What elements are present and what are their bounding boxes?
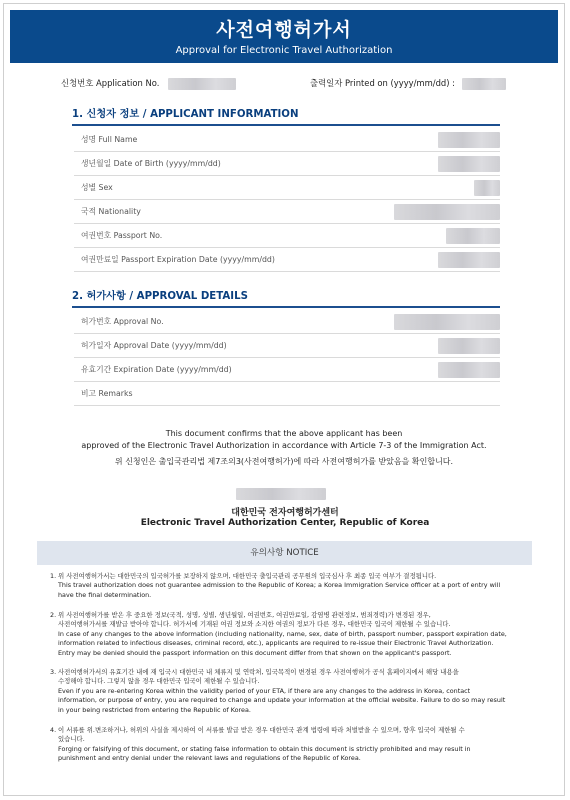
value-passport-expiration — [366, 248, 500, 272]
redacted-value — [394, 204, 500, 220]
notice-line: Forging or falsifying of this document, or stating false information to obtain this document is strictly prohibited and may result in — [58, 744, 471, 753]
notice-item — [50, 668, 520, 715]
approval-section-title: 2. 허가사항 / APPROVAL DETAILS — [72, 290, 500, 308]
field-full-name: 성명 Full Name — [74, 128, 366, 152]
value-nationality — [366, 200, 500, 224]
redacted-value — [474, 180, 500, 196]
notice-number: 1. — [50, 572, 57, 580]
field-remarks: 비고 Remarks — [74, 382, 366, 406]
redacted-value — [438, 252, 500, 268]
notice-line: information related to infectious diseases, criminal record, etc.), applicants are required to re-issue their Electronic Travel Authorization. — [58, 639, 494, 648]
notice-item — [50, 726, 520, 764]
redacted-value — [438, 156, 500, 172]
notice-number: 3. — [50, 668, 57, 676]
field-expiration-date: 유효기간 Expiration Date (yyyy/mm/dd) — [74, 358, 366, 382]
value-passport-no — [366, 224, 500, 248]
notice-line: This travel authorization does not guarantee admission to the Republic of Korea; a Korea Immigration Service officer at a port of entry will — [58, 581, 501, 590]
issuer-name-en: Electronic Travel Authorization Center, Republic of Korea — [140, 518, 430, 528]
confirmation-en-line2: approved of the Electronic Travel Authorization in accordance with Article 7-3 of the Immigration Act. — [81, 441, 487, 450]
notice-line: 이 서류를 위.변조하거나, 허위의 사실을 제시하여 이 서류를 발급 받은 경우 대한민국 관계 법령에 따라 처벌받을 수 있으며, 향후 입국이 제한될 수 — [58, 726, 465, 734]
notice-number: 2. — [50, 611, 57, 619]
application-number-label: 신청번호 Application No. — [61, 78, 160, 88]
notice-line: 위 사전여행허가서는 대한민국의 입국허가를 보장하지 않으며, 대한민국 출입국관리 공무원의 입국심사 후 최종 입국 여부가 결정됩니다. — [58, 572, 437, 580]
document-title-en: Approval for Electronic Travel Authorization — [175, 45, 393, 56]
notice-line: 사전여행허가서의 유효기간 내에 재 입국시 대한민국 내 체류지 및 연락처, 입국목적이 변경된 경우 사전여행허가 공식 홈페이지에서 해당 내용을 — [58, 668, 459, 676]
application-number-redacted — [168, 78, 236, 90]
issue-date-redacted — [236, 488, 326, 500]
field-passport-no: 여권번호 Passport No. — [74, 224, 366, 248]
field-passport-expiration: 여권만료일 Passport Expiration Date (yyyy/mm/dd) — [74, 248, 366, 272]
notice-header: 유의사항 NOTICE — [37, 541, 532, 565]
notice-line: Entry may be denied should the passport information on this document differ from that shown on the applicant's passport. — [58, 648, 452, 657]
notice-line: Even if you are re-entering Korea within the validity period of your ETA, if there are any changes to the address in Korea, contact — [58, 686, 471, 695]
redacted-value — [438, 362, 500, 378]
notice-line: In case of any changes to the above information (including nationality, name, sex, date of birth, passport number, passport expiration date, — [58, 629, 507, 638]
field-approval-no: 허가번호 Approval No. — [74, 310, 366, 334]
field-approval-date: 허가일자 Approval Date (yyyy/mm/dd) — [74, 334, 366, 358]
printed-date-row — [310, 77, 506, 90]
value-full-name — [366, 128, 500, 152]
value-date-of-birth — [366, 152, 500, 176]
notice-number: 4. — [50, 726, 57, 734]
notice-item — [50, 572, 520, 600]
notice-line: information, or purpose of entry, you are required to change and update your information at the official website. Failure to do so may result — [58, 696, 506, 705]
printed-date-label: 출력일자 Printed on (yyyy/mm/dd) : — [310, 78, 455, 88]
printed-date-redacted — [462, 78, 506, 90]
value-expiration-date — [366, 358, 500, 382]
confirmation-ko-line: 위 신청인은 출입국관리법 제7조의3(사전여행허가)에 따라 사전여행허가를 받았음을 확인합니다. — [114, 457, 454, 466]
confirmation-en-line1: This document confirms that the above applicant has been — [165, 429, 403, 438]
header-banner — [10, 10, 558, 63]
document-title-ko: 사전여행허가서 — [216, 19, 352, 41]
field-date-of-birth: 생년월일 Date of Birth (yyyy/mm/dd) — [74, 152, 366, 176]
redacted-value — [394, 314, 500, 330]
field-nationality: 국적 Nationality — [74, 200, 366, 224]
redacted-value — [438, 338, 500, 354]
notice-line: 있습니다. — [58, 735, 85, 744]
value-approval-date — [366, 334, 500, 358]
eta-document — [3, 3, 565, 796]
notice-item — [50, 611, 520, 658]
notice-line: 위 사전여행허가를 받은 후 중요한 정보(국적, 성명, 성별, 생년월일, 여권번호, 여권만료일, 감염병 관련정보, 범죄경력)가 변경된 경우, — [58, 611, 431, 619]
notice-line: 사전여행허가서를 재발급 받아야 합니다. 허가서에 기재된 여권 정보와 소지한 여권의 정보가 다른 경우, 대한민국 입국이 제한될 수 있습니다. — [58, 620, 451, 629]
notice-line: 수정해야 합니다. 그렇지 않을 경우 대한민국 입국이 제한될 수 있습니다. — [58, 677, 260, 686]
issuer-name-ko: 대한민국 전자여행허가센터 — [231, 508, 339, 518]
notice-line: in your being restricted from entering the Republic of Korea. — [58, 705, 251, 714]
value-sex — [366, 176, 500, 200]
application-number-row — [61, 77, 236, 90]
notice-line: punishment and entry denial under the relevant laws and regulations of the Republic of Korea. — [58, 754, 361, 763]
value-approval-no — [366, 310, 500, 334]
value-remarks — [366, 382, 500, 406]
field-sex: 성별 Sex — [74, 176, 366, 200]
applicant-section-title: 1. 신청자 정보 / APPLICANT INFORMATION — [72, 108, 500, 126]
redacted-value — [446, 228, 500, 244]
redacted-value — [438, 132, 500, 148]
notice-line: have the final determination. — [58, 590, 152, 599]
